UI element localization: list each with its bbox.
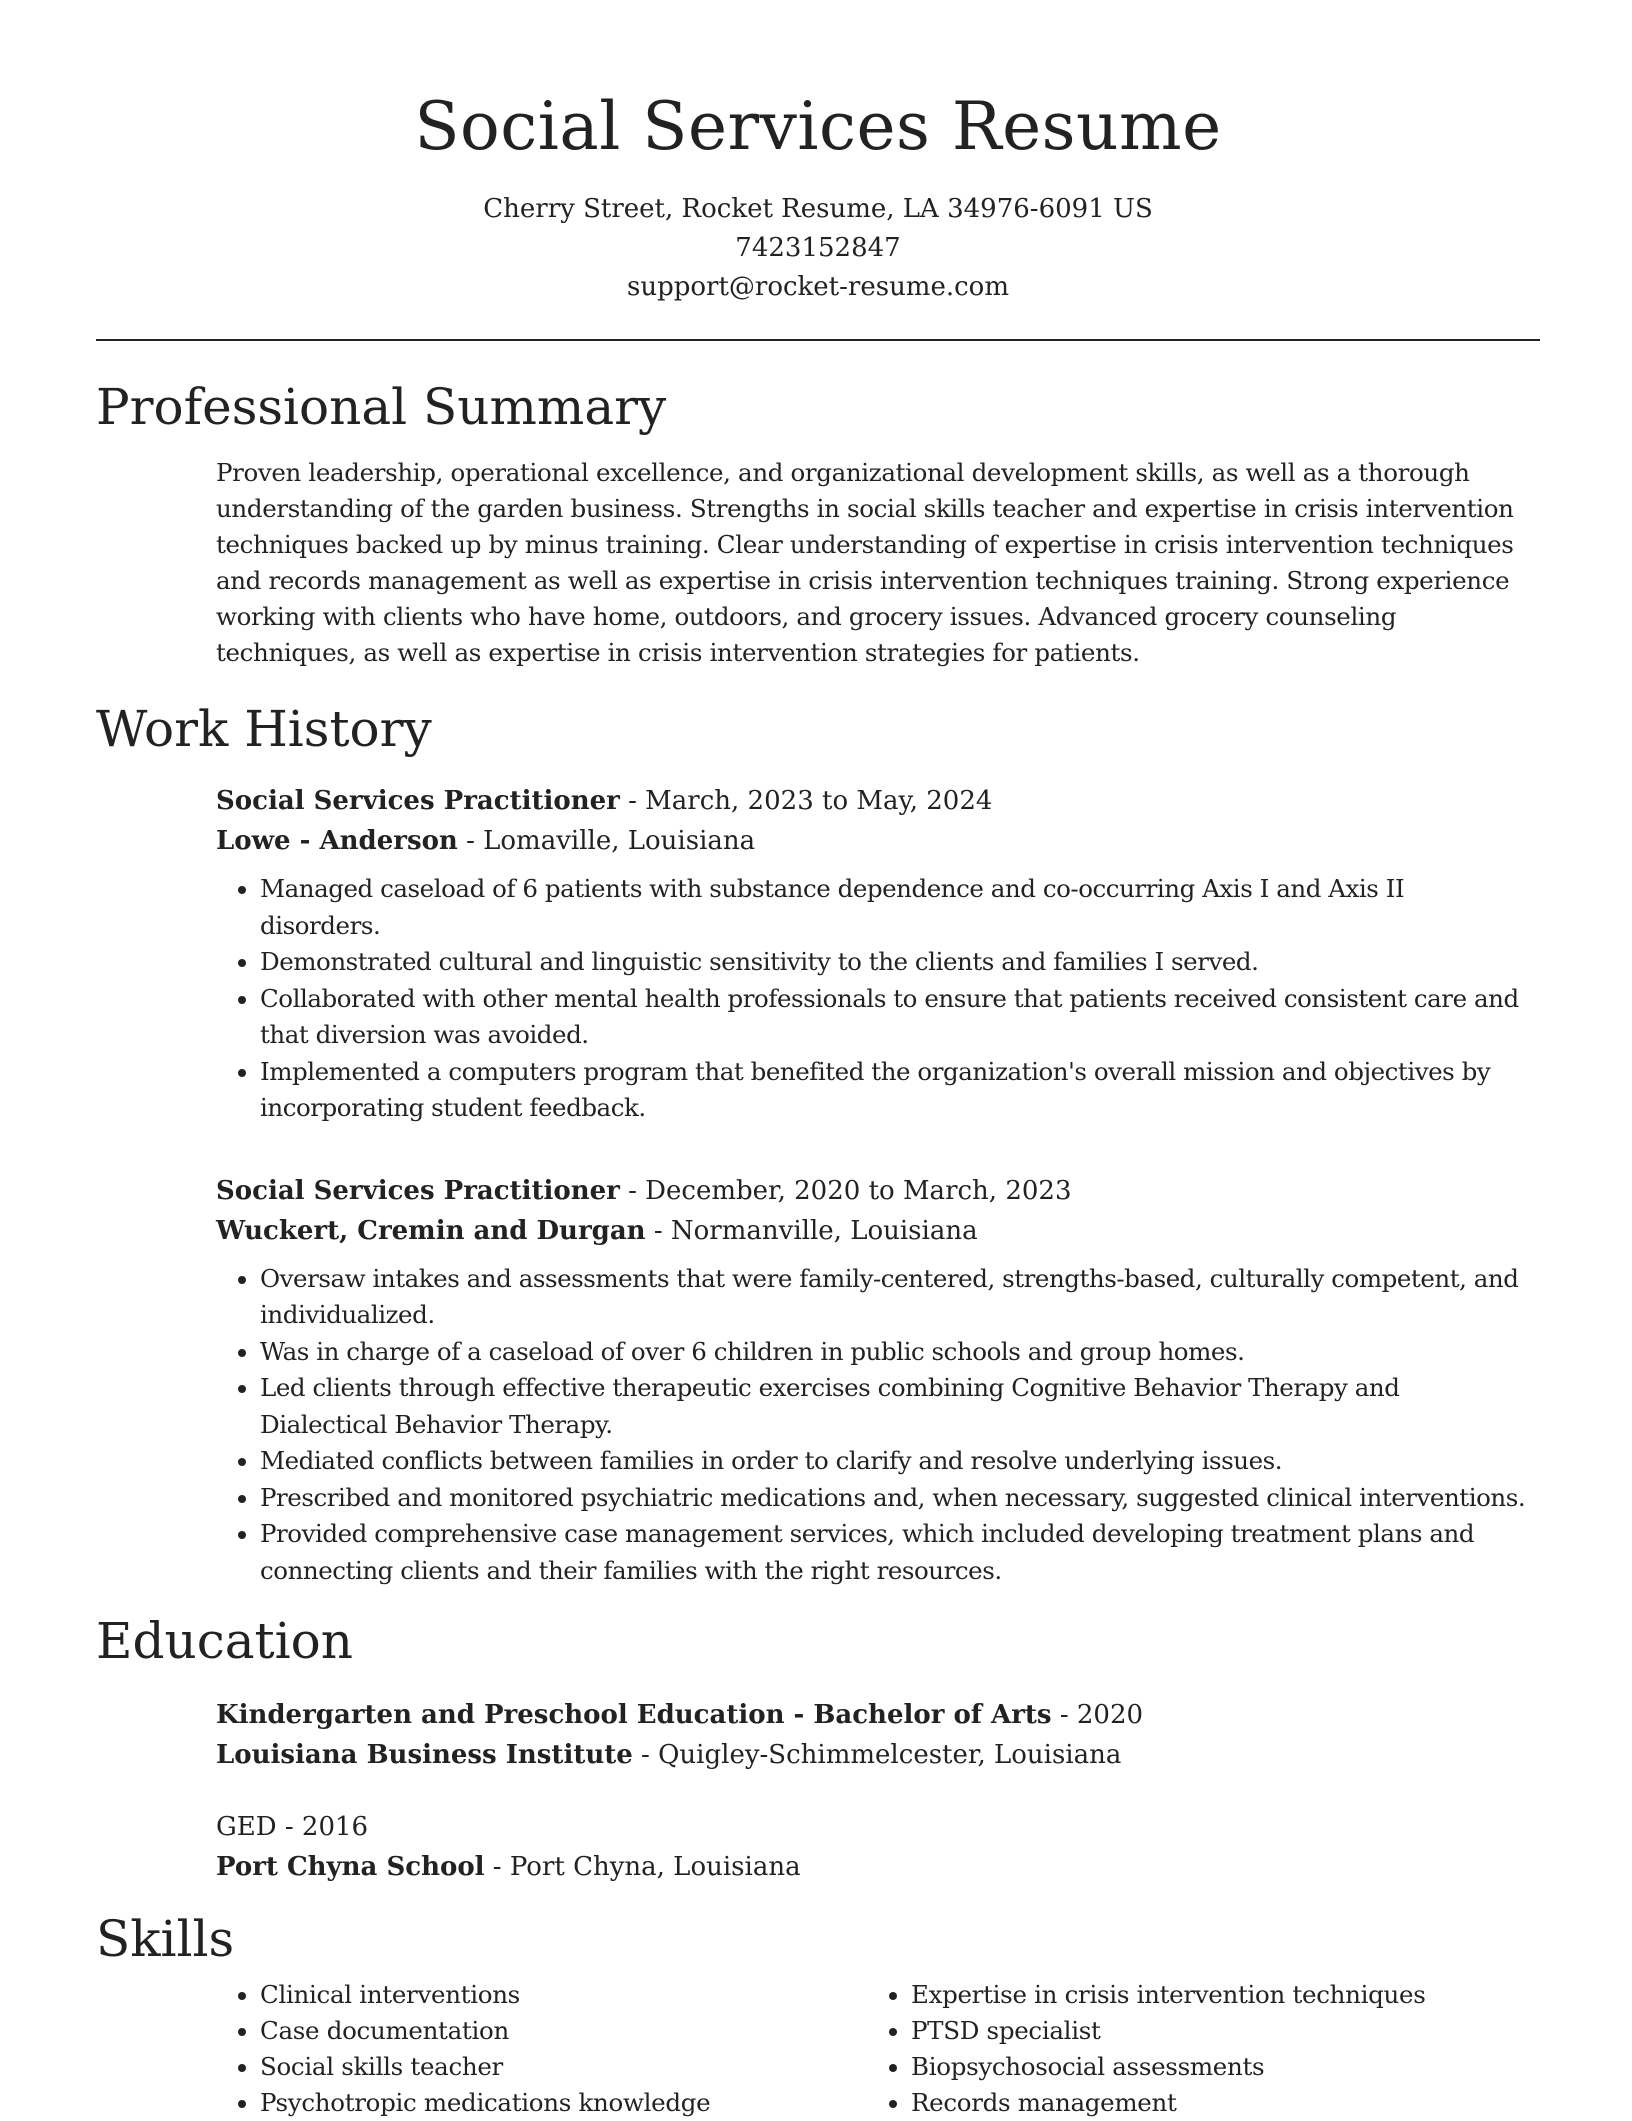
summary-text: Proven leadership, operational excellence, and organizational development skills, as well as a thorough understanding of the garden business. Strengths in social skills teacher and expertise in crisis intervention techniques backed up by minus training. Clear understanding of expertise in crisis intervention techniques and records management as well as expertise in crisis intervention techniques training. Strong experience working with clients who have home, outdoors, and grocery issues. Advanced grocery counseling techniques, as well as expertise in crisis intervention strategies for patients. xyxy=(216,458,1514,667)
contact-block xyxy=(96,190,1540,307)
education-school-line xyxy=(216,1847,1528,1887)
job-entry xyxy=(216,1171,1528,1590)
contact-phone: 7423152847 xyxy=(735,233,901,263)
job-bullet: • Demonstrated cultural and linguistic sensitivity to the clients and families I served. xyxy=(260,944,1528,981)
job-bullet: • Collaborated with other mental health professionals to ensure that patients received consistent care and that diversion was avoided. xyxy=(260,981,1528,1054)
skills-column-left xyxy=(216,1977,867,2121)
job-bullet: • Implemented a computers program that benefited the organization's overall mission and objectives by incorporating student feedback. xyxy=(260,1054,1528,1127)
job-dates: - March, 2023 to May, 2024 xyxy=(619,786,993,816)
education-entry xyxy=(216,1807,1528,1887)
header-divider xyxy=(96,339,1540,341)
job-bullet: • Oversaw intakes and assessments that were family-centered, strengths-based, culturally competent, and individualized. xyxy=(260,1261,1528,1334)
skill-item: • Records management xyxy=(911,2085,1518,2121)
job-bullets xyxy=(216,1261,1528,1590)
education-school: Port Chyna School xyxy=(216,1852,485,1882)
skill-item: • Clinical interventions xyxy=(260,1977,867,2013)
job-bullet: • Provided comprehensive case management services, which included developing treatment plans and connecting clients and their families with the right resources. xyxy=(260,1516,1528,1589)
skill-item: • PTSD specialist xyxy=(911,2013,1518,2049)
education-entry xyxy=(216,1695,1528,1775)
work-history-section xyxy=(96,697,1540,1589)
job-company-line xyxy=(216,821,1528,861)
contact-address: Cherry Street, Rocket Resume, LA 34976-6091 US xyxy=(483,194,1153,224)
education-degree-line xyxy=(216,1807,1528,1847)
job-bullet: • Mediated conflicts between families in order to clarify and resolve underlying issues. xyxy=(260,1443,1528,1480)
education-degree-line xyxy=(216,1695,1528,1735)
job-company: Lowe - Anderson xyxy=(216,826,458,856)
job-bullet: • Was in charge of a caseload of over 6 children in public schools and group homes. xyxy=(260,1334,1528,1371)
job-bullet: • Led clients through effective therapeutic exercises combining Cognitive Behavior Therapy and Dialectical Behavior Therapy. xyxy=(260,1370,1528,1443)
work-history-heading: Work History xyxy=(96,700,432,758)
education-section xyxy=(96,1609,1540,1887)
skills-heading: Skills xyxy=(96,1910,235,1968)
education-degree: Kindergarten and Preschool Education - Bachelor of Arts xyxy=(216,1700,1052,1730)
education-school: Louisiana Business Institute xyxy=(216,1740,633,1770)
job-location: - Normanville, Louisiana xyxy=(645,1215,978,1246)
job-entry xyxy=(216,781,1528,1127)
skill-item: • Case documentation xyxy=(260,2013,867,2049)
summary-heading: Professional Summary xyxy=(96,378,667,436)
job-bullets xyxy=(216,871,1528,1127)
job-title-line xyxy=(216,781,1528,821)
education-location: - Port Chyna, Louisiana xyxy=(484,1852,801,1882)
contact-email: support@rocket-resume.com xyxy=(626,272,1009,302)
page-title: Social Services Resume xyxy=(414,88,1222,165)
skill-item: • Expertise in crisis intervention techniques xyxy=(911,1977,1518,2013)
education-year: - 2016 xyxy=(276,1812,369,1842)
skills-grid xyxy=(216,1977,1528,2121)
job-dates: - December, 2020 to March, 2023 xyxy=(619,1175,1072,1206)
skill-item: • Social skills teacher xyxy=(260,2049,867,2085)
skill-item: • Biopsychosocial assessments xyxy=(911,2049,1518,2085)
job-location: - Lomaville, Louisiana xyxy=(457,826,756,856)
job-bullet: • Prescribed and monitored psychiatric medications and, when necessary, suggested clinical interventions. xyxy=(260,1480,1528,1517)
job-bullet: • Managed caseload of 6 patients with substance dependence and co-occurring Axis I and Axis II disorders. xyxy=(260,871,1528,944)
job-company-line xyxy=(216,1211,1528,1251)
summary-section xyxy=(96,375,1540,671)
education-school-line xyxy=(216,1735,1528,1775)
job-company: Wuckert, Cremin and Durgan xyxy=(216,1215,646,1246)
skills-column-right xyxy=(867,1977,1518,2121)
job-title: Social Services Practitioner xyxy=(216,1175,620,1206)
skill-item: • Psychotropic medications knowledge xyxy=(260,2085,867,2121)
education-location: - Quigley-Schimmelcester, Louisiana xyxy=(632,1740,1122,1770)
education-degree: GED xyxy=(216,1812,277,1842)
job-title: Social Services Practitioner xyxy=(216,786,620,816)
education-heading: Education xyxy=(96,1612,353,1670)
job-title-line xyxy=(216,1171,1528,1211)
skills-section xyxy=(96,1907,1540,2121)
resume-page xyxy=(96,0,1540,2121)
education-year: - 2020 xyxy=(1051,1700,1144,1730)
